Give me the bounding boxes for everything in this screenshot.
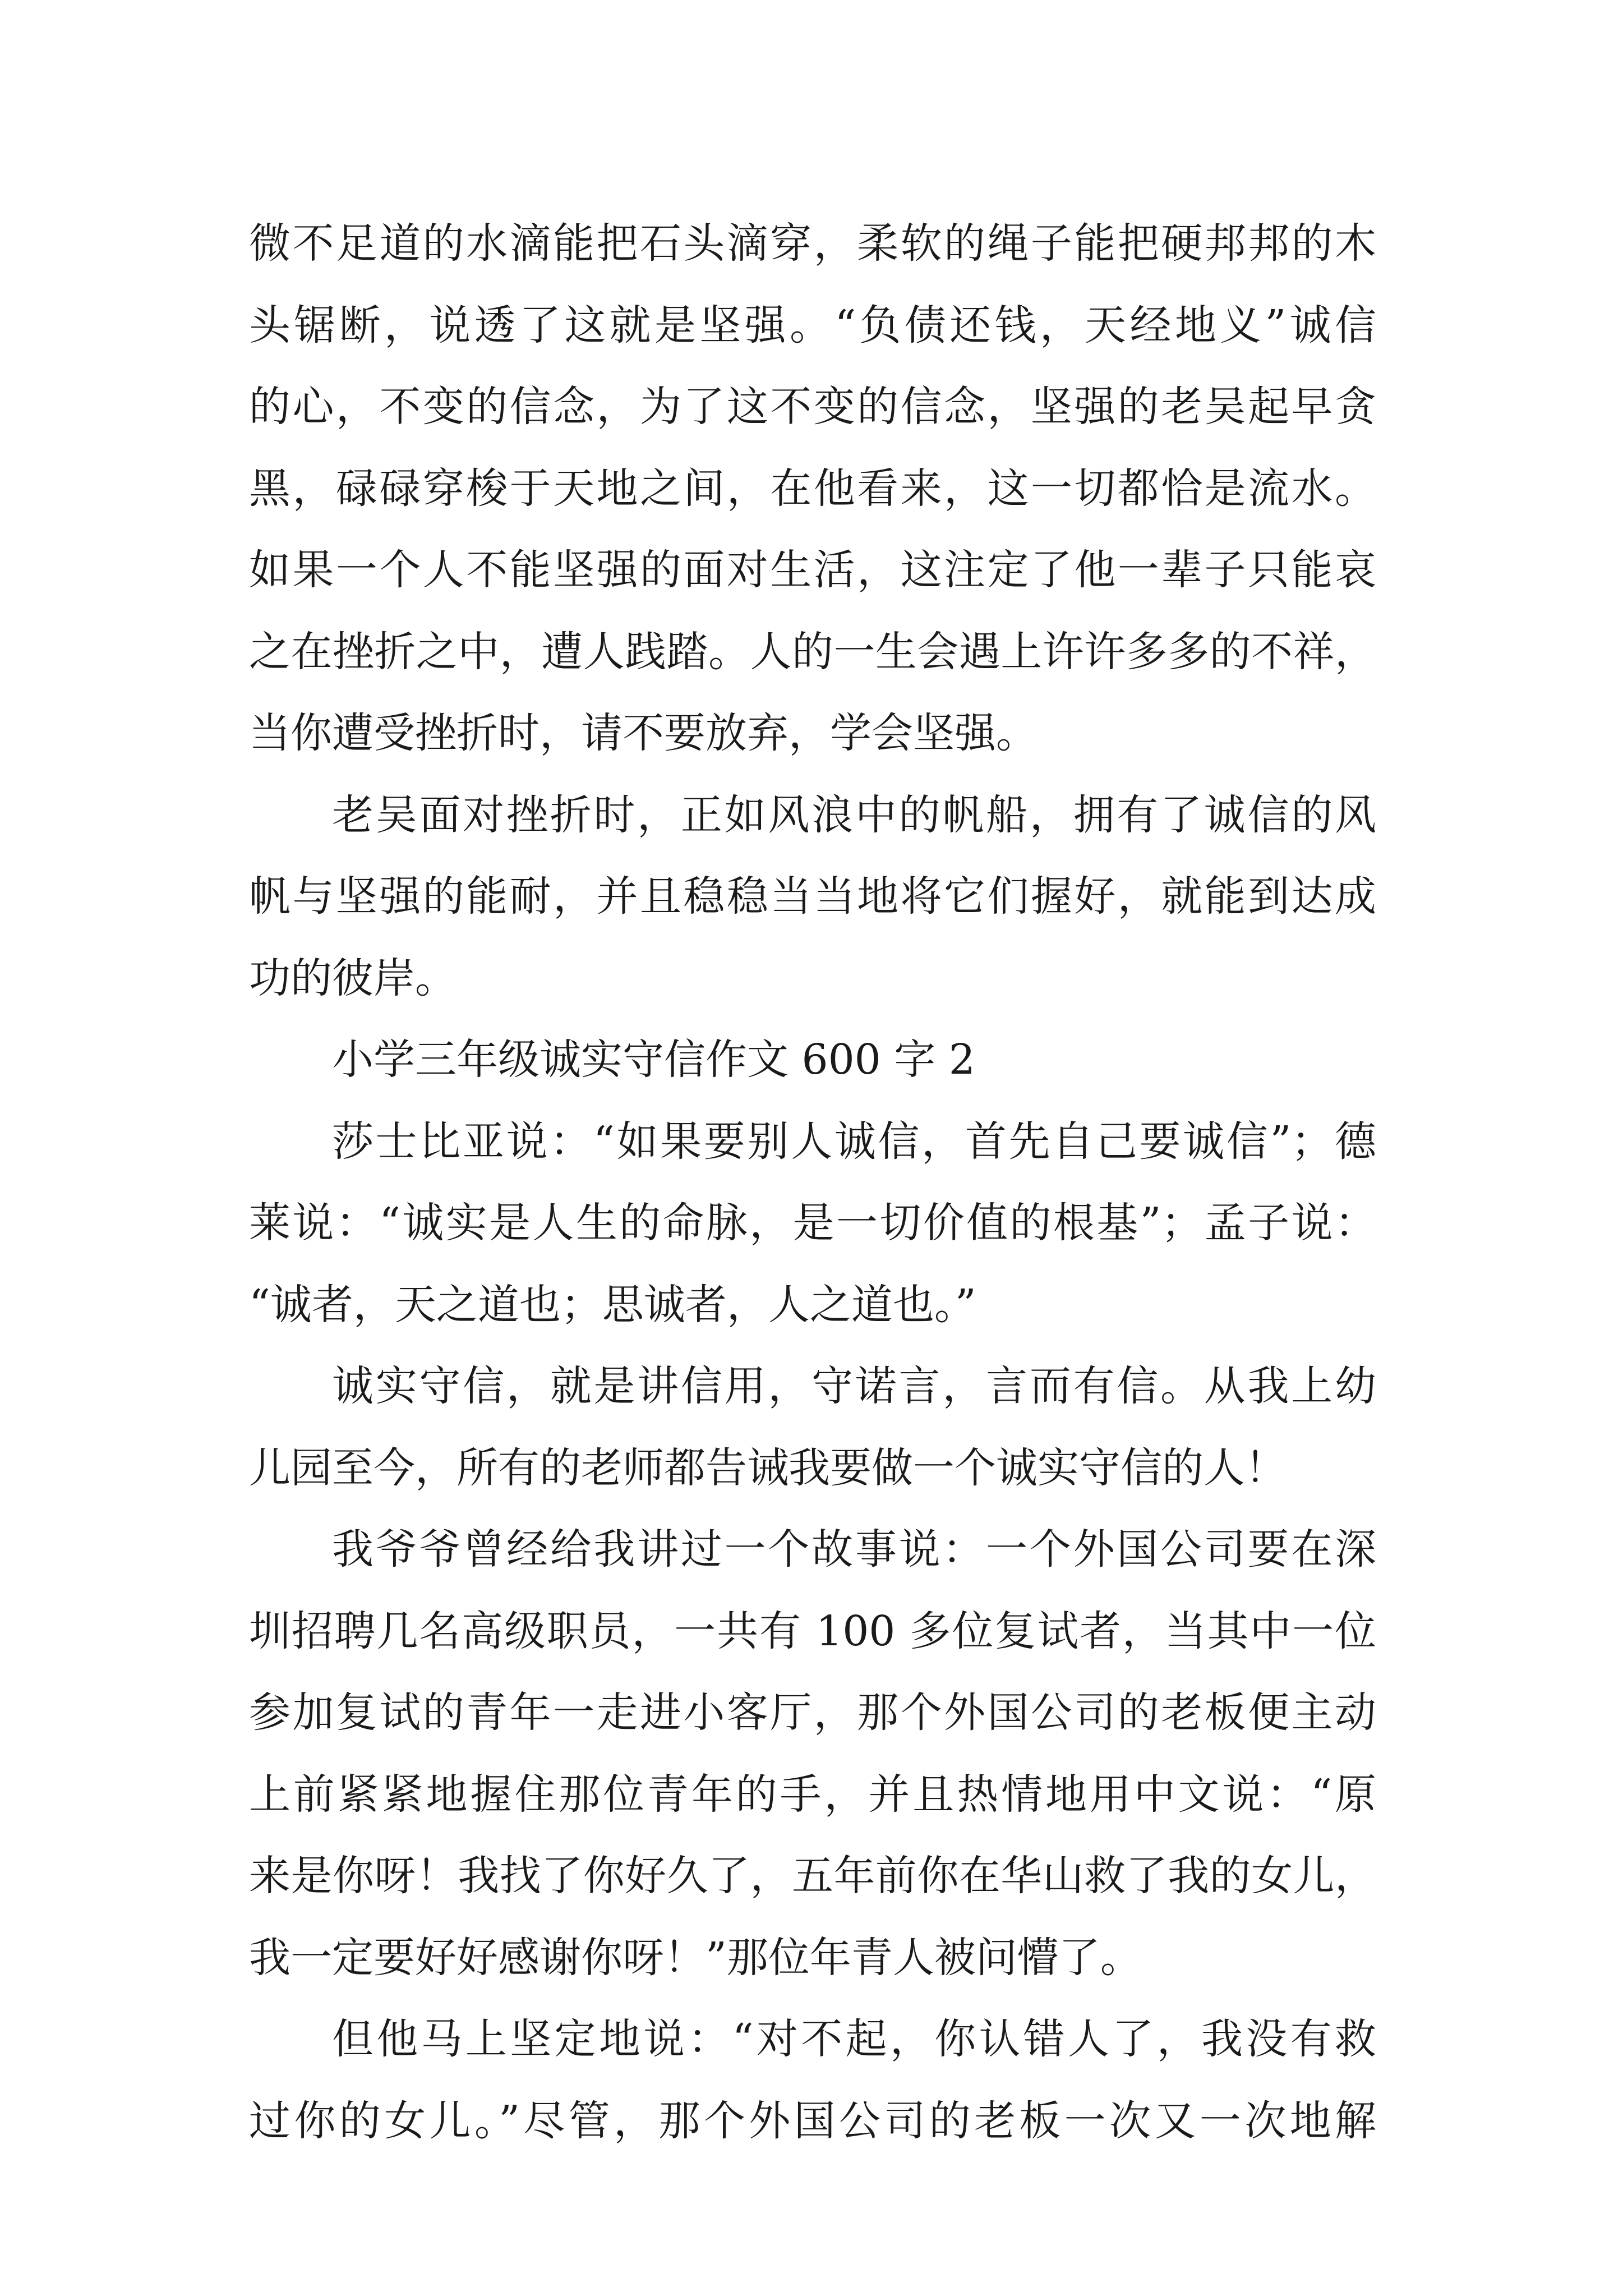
text-line: 上前紧紧地握住那位青年的手，并且热情地用中文说：“原 — [249, 1770, 1376, 1819]
text-line: 帆与坚强的能耐，并且稳稳当当地将它们握好，就能到达成 — [249, 872, 1376, 921]
text-line: 黑，碌碌穿梭于天地之间，在他看来，这一切都恰是流水。 — [249, 464, 1376, 513]
text-line: 莱说：“诚实是人生的命脉，是一切价值的根基”；孟子说： — [249, 1199, 1376, 1247]
text-line: 之在挫折之中，遭人践踏。人的一生会遇上许许多多的不祥， — [249, 627, 1376, 676]
text-line: 过你的女儿。”尽管，那个外国公司的老板一次又一次地解 — [249, 2096, 1376, 2145]
text-line: 如果一个人不能坚强的面对生活，这注定了他一辈子只能哀 — [249, 546, 1376, 594]
text-line: 参加复试的青年一走进小客厅，那个外国公司的老板便主动 — [249, 1688, 1376, 1737]
text-line: 儿园至今，所有的老师都告诫我要做一个诚实守信的人！ — [249, 1443, 1287, 1492]
text-line: 功的彼岸。 — [249, 954, 457, 1002]
text-line: 诚实守信，就是讲信用，守诺言，言而有信。从我上幼 — [332, 1362, 1376, 1410]
text-line: 老吴面对挫折时，正如风浪中的帆船，拥有了诚信的风 — [332, 790, 1376, 839]
section-heading: 小学三年级诚实守信作文 600 字 2 — [332, 1036, 975, 1084]
text-line: 微不足道的水滴能把石头滴穿，柔软的绳子能把硬邦邦的木 — [249, 219, 1376, 268]
text-line: 但他马上坚定地说：“对不起，你认错人了，我没有救 — [332, 2015, 1376, 2063]
text-line: 圳招聘几名高级职员，一共有 100 多位复试者，当其中一位 — [249, 1607, 1376, 1655]
text-line: “诚者，天之道也；思诚者，人之道也。” — [249, 1280, 976, 1329]
text-line: 来是你呀！我找了你好久了，五年前你在华山救了我的女儿， — [249, 1852, 1376, 1900]
text-line: 我爷爷曾经给我讲过一个故事说：一个外国公司要在深 — [332, 1525, 1376, 1573]
text-line: 莎士比亚说：“如果要别人诚信，首先自己要诚信”；德 — [332, 1117, 1376, 1166]
text-line: 我一定要好好感谢你呀！”那位年青人被问懵了。 — [249, 1933, 1142, 1982]
text-line: 头锯断，说透了这就是坚强。“负债还钱，天经地义”诚信 — [249, 301, 1376, 349]
text-line: 当你遭受挫折时，请不要放弃，学会坚强。 — [249, 709, 1038, 757]
document-body — [249, 203, 1376, 2162]
text-line: 的心，不变的信念，为了这不变的信念，坚强的老吴起早贪 — [249, 383, 1376, 431]
